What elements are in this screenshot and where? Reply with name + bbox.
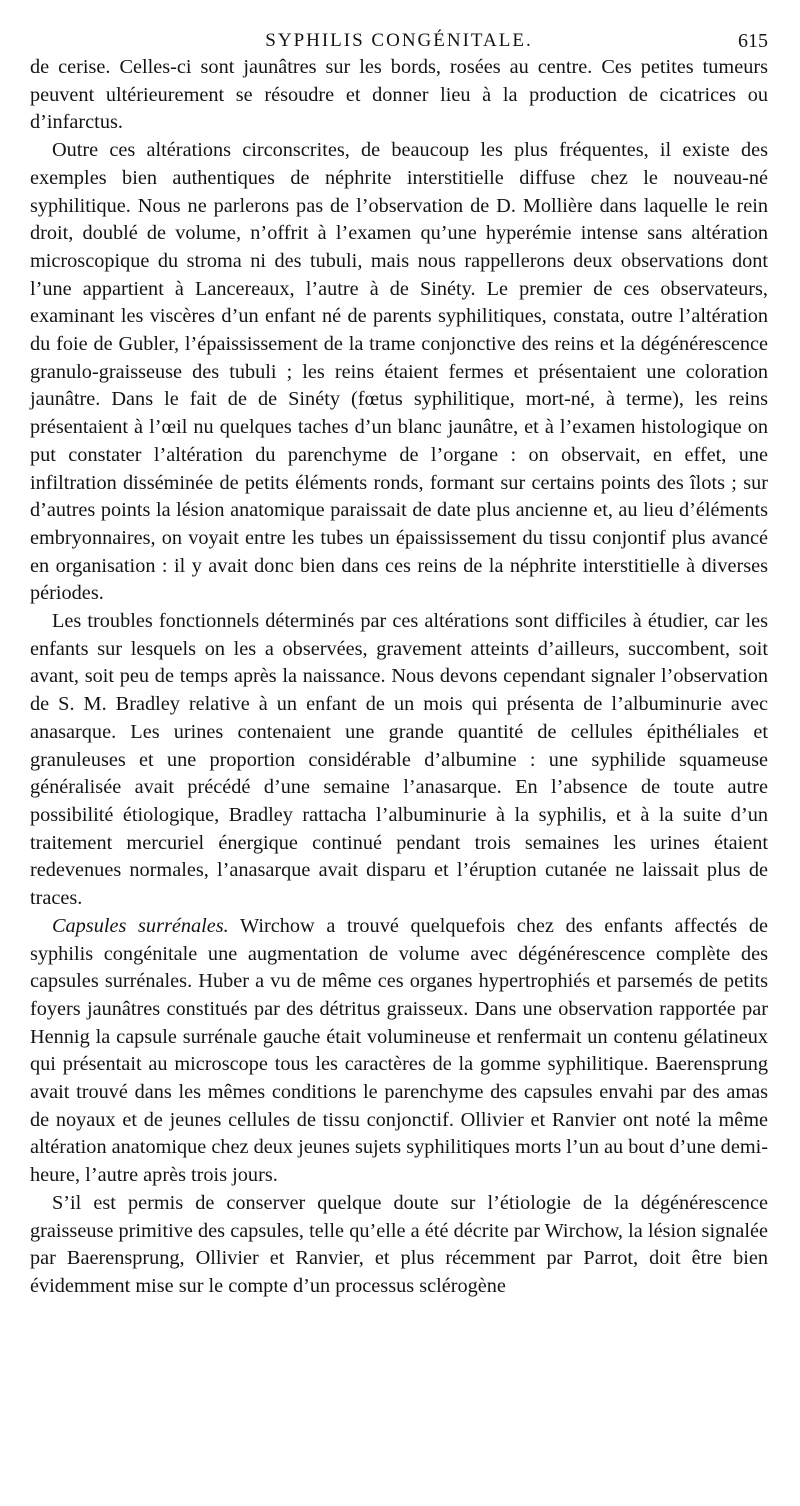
paragraph-2 (30, 137, 768, 608)
body-text (30, 54, 768, 1301)
page-header (30, 20, 768, 54)
section-heading-capsules-surrenales: Capsules surrénales. (52, 914, 229, 937)
paragraph-3-text: Les troubles fonctionnels déterminés par ces altérations sont difficiles à étudier, car les enfants sur lesquels on les a observées, gravement atteints d’ailleurs, succombent, soit avant, soit peu de temps après la naissance. Nous devons cependant signaler l’observation de S. M. Bradley relative à un enfant de un mois qui présenta de l’albuminurie avec anasarque. Les urines contenaient une grande quantité de cellules épithéliales et granuleuses et une proportion considérable d’albumine : une syphilide squameuse généralisée avait précédé d’une semaine l’anasarque. En l’absence de toute autre possibilité étiologique, Bradley rattacha l’albuminurie à la syphilis, et à la suite d’un traitement mercuriel énergique continué pendant trois semaines les urines étaient redevenues normales, l’anasarque avait disparu et l’éruption cutanée ne laissait plus de traces. (30, 610, 768, 910)
paragraph-4-text: Wirchow a trouvé quelquefois chez des enfants affectés de syphilis congénitale une augmentation de volume avec dégénérescence complète des capsules surrénales. Huber a vu de même ces organes hypertrophiés et parsemés de petits foyers jaunâtres constitués par des détritus graisseux. Dans une observation rapportée par Hennig la capsule surrénale gauche était volumineuse et renfermait un contenu gélatineux qui présentait au microscope tous les caractères de la gomme syphilitique. Baerensprung avait trouvé dans les mêmes conditions le parenchyme des capsules envahi par des amas de noyaux et de jeunes cellules de tissu conjonctif. Ollivier et Ranvier ont noté la même altération anatomique chez deux jeunes sujets syphilitiques morts l’un au bout d’une demi-heure, l’autre après trois jours. (30, 914, 768, 1187)
paragraph-5 (30, 1190, 768, 1301)
running-title: SYPHILIS CONGÉNITALE. (265, 30, 533, 51)
paragraph-2-text: Outre ces altérations circonscrites, de beaucoup les plus fréquentes, il existe des exemples bien authentiques de néphrite interstitielle diffuse chez le nouveau-né syphilitique. Nous ne parlerons pas de l’observation de D. Mollière dans laquelle le rein droit, doublé de volume, n’offrit à l’examen qu’une hyperémie intense sans altération microscopique du stroma ni des tubuli, mais nous rappellerons deux observations dont l’une appartient à Lancereaux, l’autre à de Sinéty. Le premier de ces observateurs, examinant les viscères d’un enfant né de parents syphilitiques, constata, outre l’altération du foie de Gubler, l’épaississement de la trame conjonctive des reins et la dégénérescence granulo-graisseuse des tubuli ; les reins étaient fermes et présentaient une coloration jaunâtre. Dans le fait de de Sinéty (fœtus syphilitique, mort-né, à terme), les reins présentaient à l’œil nu quelques taches d’un blanc jaunâtre, et à l’examen histologique on put constater l’altération du parenchyme de l’organe : on observait, en effet, une infiltration disséminée de petits éléments ronds, formant sur certains points des îlots ; sur d’autres points la lésion anatomique paraissait de date plus ancienne et, au lieu d’éléments embryonnaires, on voyait entre les tubes un épaississement du tissu conjontif plus avancé en organisation : il y avait donc bien dans ces reins de la néphrite interstitielle à diverses périodes. (30, 139, 768, 605)
paragraph-1-text: de cerise. Celles-ci sont jaunâtres sur les bords, rosées au centre. Ces petites tumeurs peuvent ultérieurement se résoudre et donner lieu à la production de cicatrices ou d’infarctus. (30, 56, 768, 134)
paragraph-4 (30, 913, 768, 1190)
paragraph-5-text: S’il est permis de conserver quelque doute sur l’étiologie de la dégénérescence graisseuse primitive des capsules, telle qu’elle a été décrite par Wirchow, la lésion signalée par Baerensprung, Ollivier et Ranvier, et plus récemment par Parrot, doit être bien évidemment mise sur le compte d’un processus sclérogène (30, 1191, 768, 1297)
page-number: 615 (738, 30, 768, 52)
paragraph-3 (30, 608, 768, 913)
book-page (30, 20, 768, 1301)
paragraph-1 (30, 54, 768, 137)
